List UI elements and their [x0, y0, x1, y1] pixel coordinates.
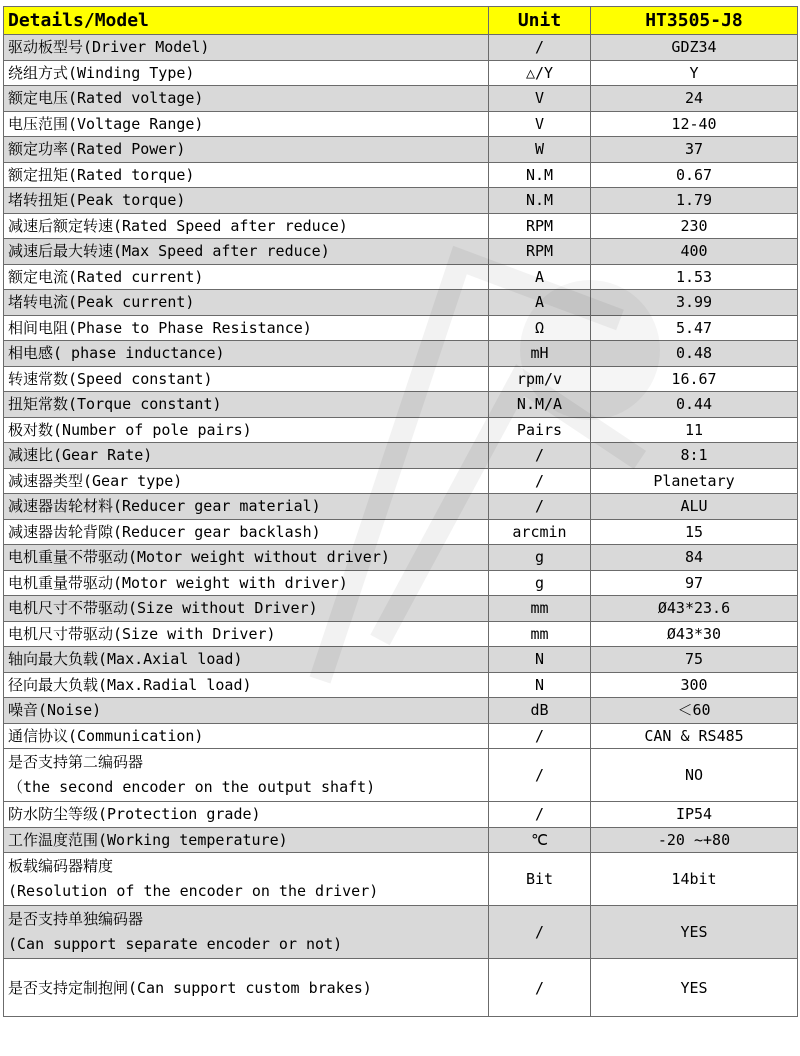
row-label: 噪音(Noise): [4, 698, 489, 724]
row-label-line1: 是否支持单独编码器: [8, 910, 144, 928]
table-row-custom-brakes: [4, 959, 798, 1017]
row-label: 减速后额定转速(Rated Speed after reduce): [4, 213, 489, 239]
row-unit: A: [489, 264, 591, 290]
row-value: CAN & RS485: [591, 723, 798, 749]
row-value: GDZ34: [591, 35, 798, 61]
row-unit: dB: [489, 698, 591, 724]
spec-table: [3, 6, 798, 1017]
row-value: 84: [591, 545, 798, 571]
row-unit: N.M/A: [489, 392, 591, 418]
row-unit: V: [489, 86, 591, 112]
table-row: [4, 596, 798, 622]
table-row: [4, 290, 798, 316]
row-unit: mm: [489, 621, 591, 647]
table-row: [4, 723, 798, 749]
row-unit: N: [489, 647, 591, 673]
row-label-line1: 板载编码器精度: [8, 857, 114, 875]
row-label: 径向最大负载(Max.Radial load): [4, 672, 489, 698]
table-row: [4, 188, 798, 214]
table-row: [4, 672, 798, 698]
table-row: [4, 417, 798, 443]
table-row: [4, 213, 798, 239]
row-value: 230: [591, 213, 798, 239]
row-unit: Pairs: [489, 417, 591, 443]
row-value: 37: [591, 137, 798, 163]
table-row: [4, 162, 798, 188]
row-unit: /: [489, 468, 591, 494]
row-label: 驱动板型号(Driver Model): [4, 35, 489, 61]
row-label: [4, 906, 489, 959]
row-value: 5.47: [591, 315, 798, 341]
table-header-row: [4, 7, 798, 35]
row-label-line1: 是否支持第二编码器: [8, 753, 144, 771]
table-row: [4, 698, 798, 724]
table-row: [4, 545, 798, 571]
table-row: [4, 60, 798, 86]
row-label-line2: （the second encoder on the output shaft): [8, 778, 376, 796]
row-value: 0.44: [591, 392, 798, 418]
table-row: [4, 392, 798, 418]
row-value: 3.99: [591, 290, 798, 316]
row-value: 1.79: [591, 188, 798, 214]
row-value: Y: [591, 60, 798, 86]
table-row: [4, 621, 798, 647]
row-value: Ø43*23.6: [591, 596, 798, 622]
row-unit: /: [489, 494, 591, 520]
row-value: YES: [591, 959, 798, 1017]
row-label: 电机尺寸不带驱动(Size without Driver): [4, 596, 489, 622]
row-label: 堵转电流(Peak current): [4, 290, 489, 316]
row-unit: /: [489, 443, 591, 469]
row-value: 11: [591, 417, 798, 443]
table-row: [4, 519, 798, 545]
row-value: 0.48: [591, 341, 798, 367]
table-row: [4, 86, 798, 112]
table-body: [4, 35, 798, 1017]
row-label: 转速常数(Speed constant): [4, 366, 489, 392]
row-value: 12-40: [591, 111, 798, 137]
row-value: 97: [591, 570, 798, 596]
row-unit: Bit: [489, 853, 591, 906]
table-row: [4, 443, 798, 469]
table-row-resolution: [4, 853, 798, 906]
table-row: [4, 494, 798, 520]
row-label: 减速器齿轮材料(Reducer gear material): [4, 494, 489, 520]
row-label: 额定电压(Rated voltage): [4, 86, 489, 112]
row-value: 400: [591, 239, 798, 265]
row-label-line2: (Can support separate encoder or not): [8, 935, 343, 953]
row-unit: g: [489, 570, 591, 596]
row-label: 额定功率(Rated Power): [4, 137, 489, 163]
table-row: [4, 264, 798, 290]
table-row: [4, 35, 798, 61]
row-unit: /: [489, 723, 591, 749]
row-label: 极对数(Number of pole pairs): [4, 417, 489, 443]
row-unit: g: [489, 545, 591, 571]
row-label: 是否支持定制抱闸(Can support custom brakes): [4, 959, 489, 1017]
row-label: 扭矩常数(Torque constant): [4, 392, 489, 418]
row-value: 300: [591, 672, 798, 698]
row-unit: /: [489, 906, 591, 959]
row-value: -20 ~+80: [591, 827, 798, 853]
header-model: HT3505-J8: [591, 7, 798, 35]
row-unit: V: [489, 111, 591, 137]
table-row-temperature: [4, 827, 798, 853]
row-unit: /: [489, 35, 591, 61]
table-row: [4, 341, 798, 367]
row-label: 相电感( phase inductance): [4, 341, 489, 367]
row-value: IP54: [591, 802, 798, 828]
row-unit: N.M: [489, 188, 591, 214]
row-label-line2: (Resolution of the encoder on the driver): [8, 882, 379, 900]
table-row: [4, 137, 798, 163]
row-unit: N: [489, 672, 591, 698]
row-value: 16.67: [591, 366, 798, 392]
row-label: 工作温度范围(Working temperature): [4, 827, 489, 853]
row-value: ALU: [591, 494, 798, 520]
row-unit: mm: [489, 596, 591, 622]
header-unit: Unit: [489, 7, 591, 35]
header-details-model: Details/Model: [4, 7, 489, 35]
row-value: 0.67: [591, 162, 798, 188]
row-unit: W: [489, 137, 591, 163]
table-row: [4, 111, 798, 137]
row-label: 电机重量不带驱动(Motor weight without driver): [4, 545, 489, 571]
row-value: 8:1: [591, 443, 798, 469]
table-row: [4, 468, 798, 494]
row-label: 通信协议(Communication): [4, 723, 489, 749]
row-label: 堵转扭矩(Peak torque): [4, 188, 489, 214]
table-row: [4, 239, 798, 265]
row-unit: ℃: [489, 827, 591, 853]
table-row: [4, 647, 798, 673]
row-unit: RPM: [489, 213, 591, 239]
table-row: [4, 570, 798, 596]
row-label: 电压范围(Voltage Range): [4, 111, 489, 137]
row-value: 14bit: [591, 853, 798, 906]
row-unit: /: [489, 959, 591, 1017]
row-value: ＜60: [591, 698, 798, 724]
row-unit: N.M: [489, 162, 591, 188]
row-label: 电机重量带驱动(Motor weight with driver): [4, 570, 489, 596]
row-unit: RPM: [489, 239, 591, 265]
table-row-second-encoder: [4, 749, 798, 802]
row-label: 绕组方式(Winding Type): [4, 60, 489, 86]
row-unit: arcmin: [489, 519, 591, 545]
row-label: 减速比(Gear Rate): [4, 443, 489, 469]
row-label: [4, 749, 489, 802]
row-label: 减速器类型(Gear type): [4, 468, 489, 494]
row-label: 额定扭矩(Rated torque): [4, 162, 489, 188]
row-unit: rpm/v: [489, 366, 591, 392]
row-label: 轴向最大负载(Max.Axial load): [4, 647, 489, 673]
row-value: YES: [591, 906, 798, 959]
row-value: 15: [591, 519, 798, 545]
row-unit: /: [489, 749, 591, 802]
table-row-separate-encoder: [4, 906, 798, 959]
row-value: 1.53: [591, 264, 798, 290]
row-unit: mH: [489, 341, 591, 367]
row-label: 额定电流(Rated current): [4, 264, 489, 290]
row-label: 电机尺寸带驱动(Size with Driver): [4, 621, 489, 647]
row-unit: △/Y: [489, 60, 591, 86]
row-label: 减速器齿轮背隙(Reducer gear backlash): [4, 519, 489, 545]
row-unit: /: [489, 802, 591, 828]
row-label: 相间电阻(Phase to Phase Resistance): [4, 315, 489, 341]
row-label: 防水防尘等级(Protection grade): [4, 802, 489, 828]
table-row-protection: [4, 802, 798, 828]
row-value: 75: [591, 647, 798, 673]
spec-table-wrapper: [3, 6, 797, 1017]
row-unit: A: [489, 290, 591, 316]
row-label: [4, 853, 489, 906]
table-row: [4, 315, 798, 341]
row-value: NO: [591, 749, 798, 802]
row-value: Ø43*30: [591, 621, 798, 647]
row-value: Planetary: [591, 468, 798, 494]
row-unit: Ω: [489, 315, 591, 341]
table-row: [4, 366, 798, 392]
row-value: 24: [591, 86, 798, 112]
row-label: 减速后最大转速(Max Speed after reduce): [4, 239, 489, 265]
